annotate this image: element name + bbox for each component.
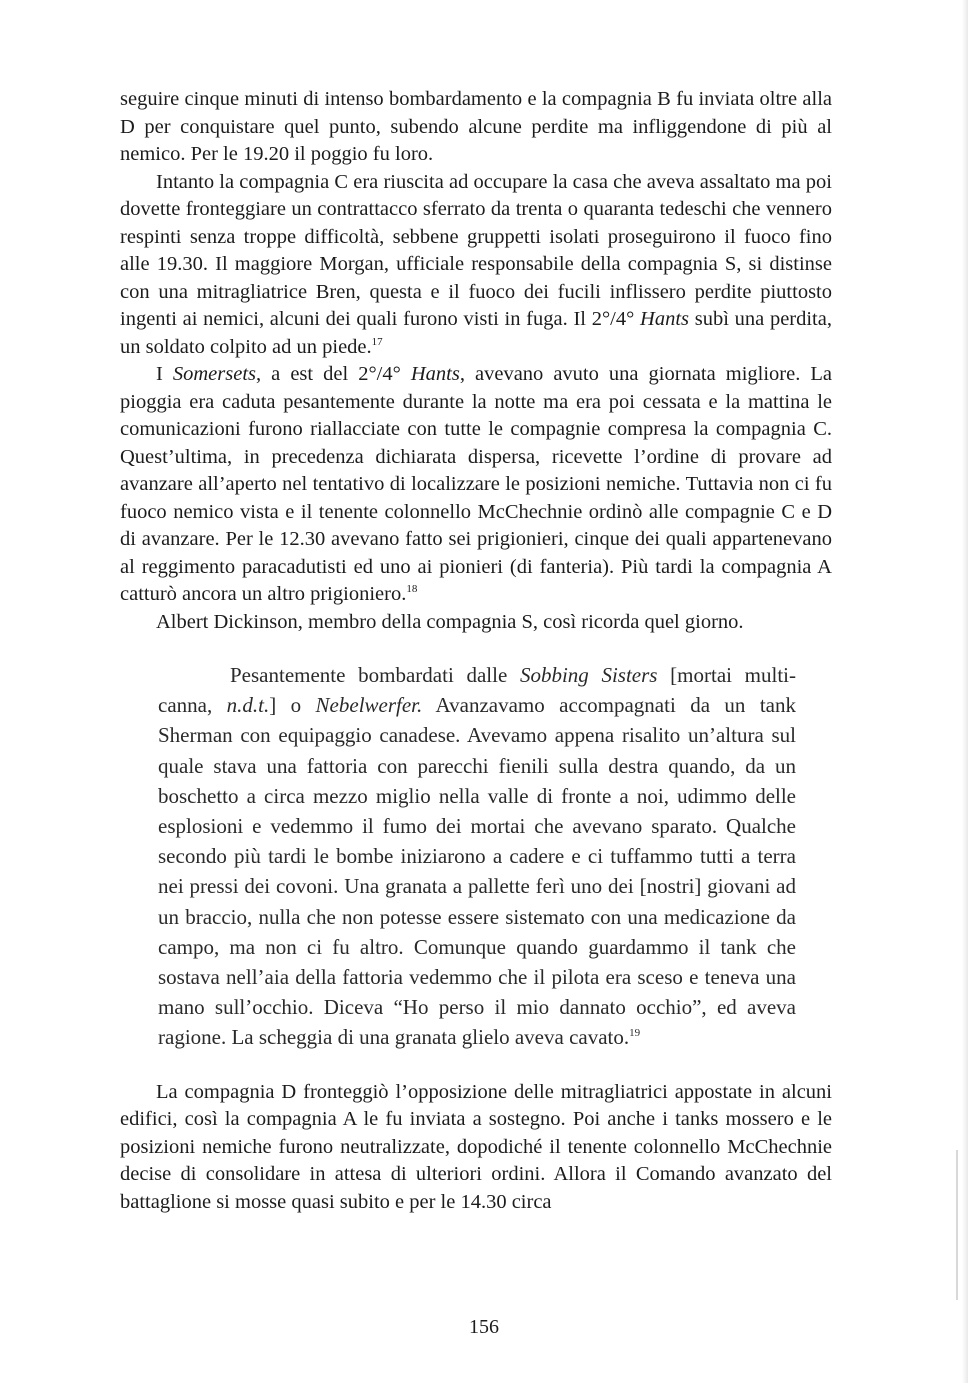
italic-text: Somersets [172,363,257,385]
page-edge-mark [956,1150,958,1300]
text-run: seguire cinque minuti di intenso bombardamento e la compagnia B fu inviata oltre alla D per conquistare quel punto, subendo alcune perdite ma infliggendone di più al nemico. Per le 19.20 il poggio fu loro. [120,88,832,165]
text-run: subì una perdita, un soldato colpito ad un piede. [120,308,832,358]
italic-text: Hants [640,308,689,330]
footnote-ref: 17 [371,335,383,348]
text-run: ] o [269,693,316,718]
page-edge-shadow [962,0,968,1383]
text-run: [mortai multi-canna, [158,663,796,718]
italic-text: Hants [410,363,460,385]
body-text-after-quote [120,1079,832,1217]
italic-text: Nebelwerfer. [315,693,423,718]
block-quote [158,660,796,1053]
italic-text: Sobbing Sisters [519,663,658,687]
paragraph [120,361,832,609]
footnote-ref: 18 [406,583,418,596]
paragraph [120,609,832,637]
paragraph [120,169,832,362]
italic-text: n.d.t. [226,693,270,718]
text-run: Avanzavamo accompagnati da un tank Sherman con equipaggio canadese. Avevamo appena risalito un’altura sul quale stava una fattoria con parecchi fienili sulla destra quando, da un boschetto a circa mezzo miglio nella valle di fronte a noi, udimmo delle esplosioni e vedemmo il fumo dei mortai che avevano sparato. Qualche secondo più tardi le bombe iniziarono a cadere e ci tuffammo tutti a terra nei pressi dei covoni. Una granata a pallette ferì uno dei [nostri] giovani ad un braccio, nulla che non potesse essere sistemato con una medicazione da campo, ma non ci fu altro. Comunque quando guardammo il tank che sostava nell’aia della fattoria vedemmo che il pilota era sceso e teneva una mano sull’occhio. Diceva “Ho perso il mio dannato occhio”, ed aveva ragione. La scheggia di una granata glielo aveva cavato. [158,693,796,1050]
text-run: I [156,363,173,385]
page-number: 156 [469,1316,499,1338]
paragraph [120,86,832,169]
text-run: , a est del 2°/4° [256,363,411,385]
text-run: , avevano avuto una giornata migliore. La pioggia era caduta pesantemente durante la notte ma era poi cessata e la mattina le comunicazioni furono riallacciate con tutte le compagnie compresa la compagnia C. Quest’ultima, in precedenza dichiarata dispersa, ricevette l’ordine di provare ad avanzare all’aperto nel tentativo di localizzare le posizioni nemiche. Tuttavia non ci fu fuoco nemico vista e il tenente colonnello McChechnie ordinò alle compagnie C e D di avanzare. Per le 12.30 avevano fatto sei prigionieri, cinque dei quali appartenevano al reggimento paracadutisti ed uno ai pionieri (di fanteria). Più tardi la compagnia A catturò ancora un altro prigioniero. [120,363,832,605]
page-body [120,86,832,1216]
text-run: Albert Dickinson, membro della compagnia S, così ricorda quel giorno. [156,610,744,633]
paragraph [120,1079,832,1217]
text-run: La compagnia D fronteggiò l’opposizione delle mitragliatrici appostate in alcuni edifici, così la compagnia A le fu inviata a sostegno. Poi anche i tanks mossero e le posizioni nemiche furono neutralizzate, dopodiché il tenente colonnello McChechnie decise di consolidare in attesa di ulteriori ordini. Allora il Comando avanzato del battaglione si mosse quasi subito e per le 14.30 circa [120,1080,832,1213]
body-text-before-quote [120,86,832,636]
text-run: Intanto la compagnia C era riuscita ad occupare la casa che aveva assaltato ma poi dovette fronteggiare un contrattacco sferrato da trenta o quaranta tedeschi che vennero respinti senza troppe difficoltà, sebbene gruppetti isolati proseguirono il fuoco fino alle 19.30. Il maggiore Morgan, ufficiale responsabile della compagnia S, si distinse con una mitragliatrice Bren, questa e il fuoco dei fucili inflissero perdite piuttosto ingenti ai nemici, alcuni dei quali furono visti in fuga. Il 2°/4° [120,170,832,330]
text-run: Pesantemente bombardati dalle [230,663,520,687]
footnote-ref: 19 [629,1027,641,1040]
